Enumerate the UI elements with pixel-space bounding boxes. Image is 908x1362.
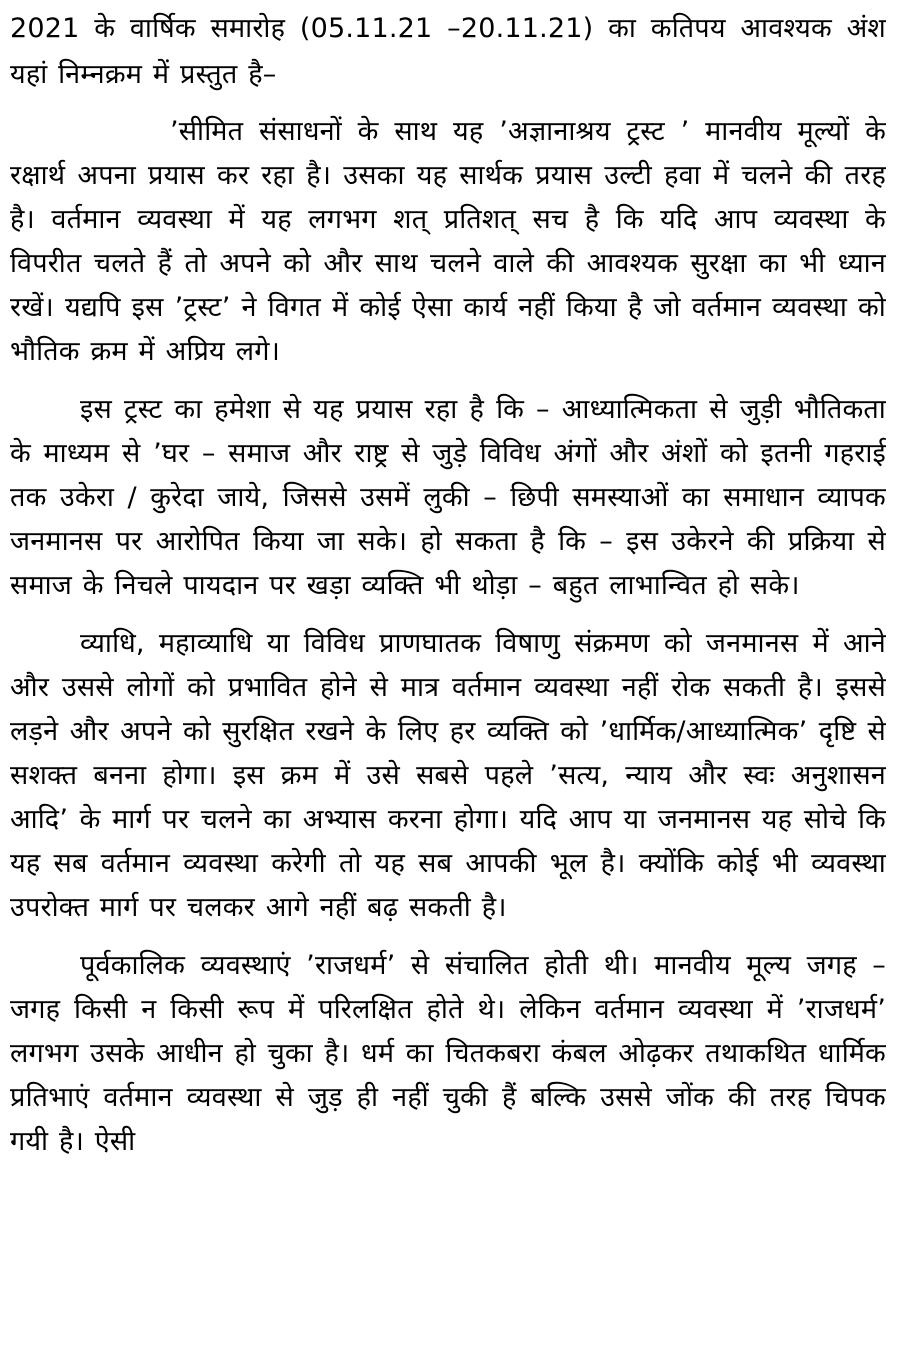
paragraph-3: व्याधि, महाव्याधि या विविध प्राणघातक विषाणु संक्रमण को जनमानस में आने और उससे लोगों को प्रभावित होने से मात्र वर्तमान व्यवस्था नहीं रोक सकती है। इससे लड़ने और अपने को सुरक्षित रखने के लिए हर व्यक्ति को ’धार्मिक/आध्यात्मिक’ दृष्टि से सशक्त बनना होगा। इस क्रम में उसे सबसे पहले ’सत्य, न्याय और स्वः अनुशासन आदि’ के मार्ग पर चलने का अभ्यास करना होगा। यदि आप या जनमानस यह सोचे कि यह सब वर्तमान व्यवस्था करेगी तो यह सब आपकी भूल है। क्योंकि कोई भी व्यवस्था उपरोक्त मार्ग पर चलकर आगे नहीं बढ़ सकती है। [10,628,886,923]
paragraph-1: ’सीमित संसाधनों के साथ यह ’अज्ञानाश्रय ट्रस्ट ’ मानवीय मूल्यों के रक्षार्थ अपना प्रयास कर रहा है। उसका यह सार्थक प्रयास उल्टी हवा में चलने की तरह है। वर्तमान व्यवस्था में यह लगभग शत् प्रतिशत् सच है कि यदि आप व्यवस्था के विपरीत चलते हैं तो अपने को और साथ चलने वाले की आवश्यक सुरक्षा का भी ध्यान रखें। यद्यपि इस ’ट्रस्ट’ ने विगत में कोई ऐसा कार्य नहीं किया है जो वर्तमान व्यवस्था को भौतिक क्रम में अप्रिय लगे। [10,116,886,367]
paragraph-4: पूर्वकालिक व्यवस्थाएं ’राजधर्म’ से संचालित होती थी। मानवीय मूल्य जगह – जगह किसी न किसी रूप में परिलक्षित होते थे। लेकिन वर्तमान व्यवस्था में ’राजधर्म’ लगभग उसके आधीन हो चुका है। धर्म का चितकबरा कंबल ओढ़कर तथाकथित धार्मिक प्रतिभाएं वर्तमान व्यवस्था से जुड़ ही नहीं चुकी हैं बल्कि उससे जोंक की तरह चिपक गयी है। ऐसी [10,950,886,1157]
document-page [10,6,886,1356]
paragraph-2: इस ट्रस्ट का हमेशा से यह प्रयास रहा है कि – आध्यात्मिकता से जुड़ी भौतिकता के माध्यम से ’घर – समाज और राष्ट्र से जुड़े विविध अंगों और अंशों को इतनी गहराई तक उकेरा / कुरेदा जाये, जिससे उसमें लुकी – छिपी समस्याओं का समाधान व्यापक जनमानस पर आरोपित किया जा सके। हो सकता है कि – इस उकेरने की प्रक्रिया से समाज के निचले पायदान पर खड़ा व्यक्ति भी थोड़ा – बहुत लाभान्वित हो सके। [10,394,886,601]
intro-paragraph: 2021 के वार्षिक समारोह (05.11.21 –20.11.21) का कतिपय आवश्यक अंश यहां निम्नक्रम में प्रस्तुत है– [10,13,886,90]
